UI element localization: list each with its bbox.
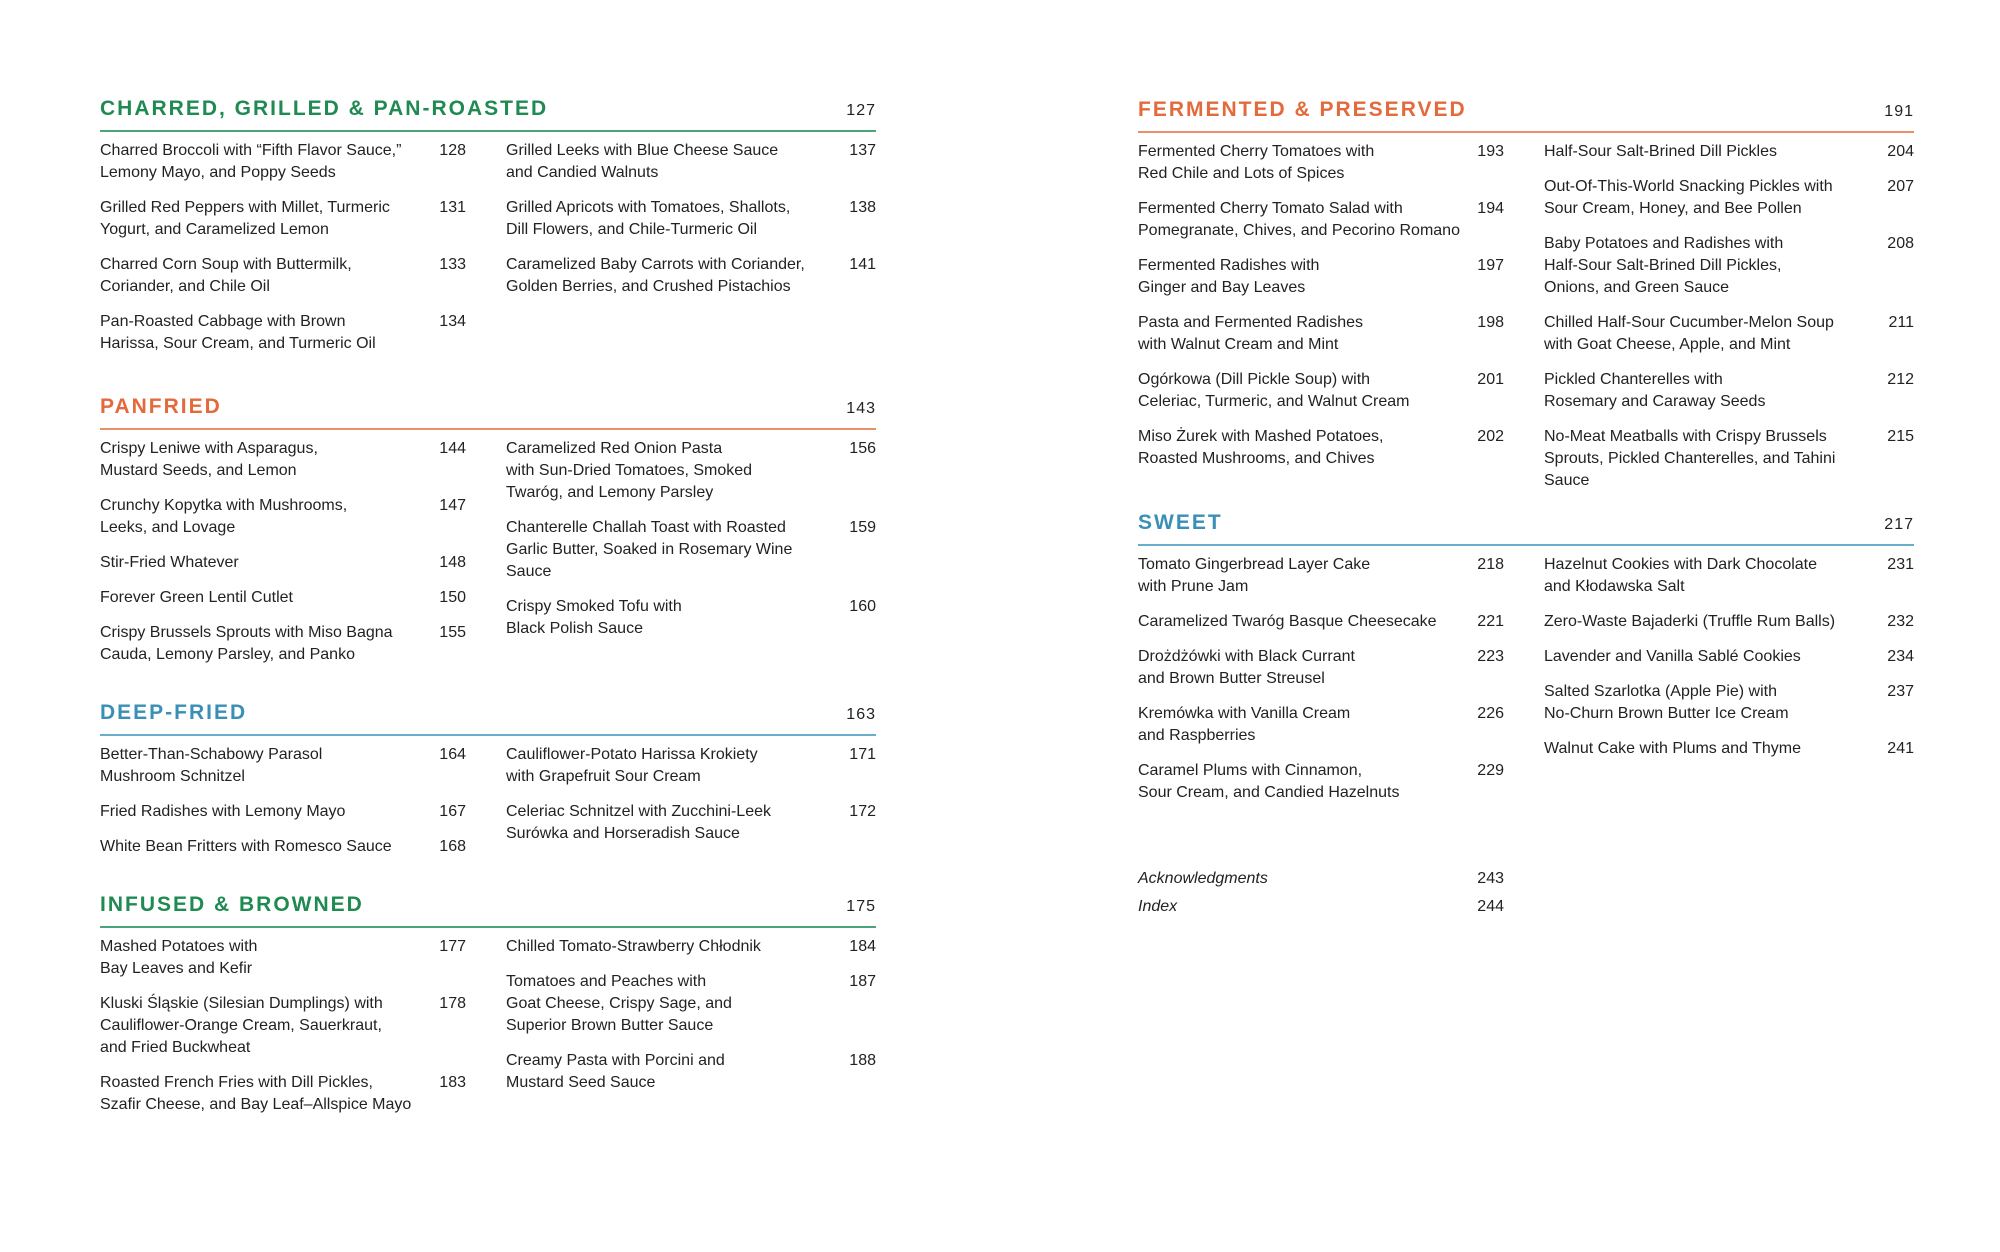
entry-page: 193	[1477, 143, 1504, 160]
section-page-number: 163	[846, 706, 876, 723]
entry-page: 141	[849, 256, 876, 273]
entry-page: 138	[849, 199, 876, 216]
entry-page: 201	[1477, 371, 1504, 388]
entry-page: 184	[849, 938, 876, 955]
entry-page: 229	[1477, 762, 1504, 779]
entry-title: Caramel Plums with Cinnamon, Sour Cream, and Candied Hazelnuts	[1138, 762, 1400, 801]
toc-column	[1138, 554, 1528, 817]
toc-entry[interactable]	[506, 596, 876, 640]
entry-title: Chilled Tomato-Strawberry Chłodnik	[506, 938, 761, 955]
entry-title: Tomatoes and Peaches with Goat Cheese, Crispy Sage, and Superior Brown Butter Sauce	[506, 973, 732, 1034]
toc-entry[interactable]	[100, 836, 466, 858]
toc-entry[interactable]	[506, 801, 876, 845]
entry-title: Drożdżówki with Black Currant and Brown Butter Streusel	[1138, 648, 1355, 687]
entry-page: 144	[439, 440, 466, 457]
toc-entry[interactable]	[1544, 176, 1914, 220]
entry-title: Crunchy Kopytka with Mushrooms, Leeks, and Lovage	[100, 497, 348, 536]
entry-title: Creamy Pasta with Porcini and Mustard Seed Sauce	[506, 1052, 725, 1091]
toc-column	[100, 438, 490, 679]
entry-title: Out-Of-This-World Snacking Pickles with Sour Cream, Honey, and Bee Pollen	[1544, 178, 1833, 217]
entry-title: Hazelnut Cookies with Dark Chocolate and Kłodawska Salt	[1544, 556, 1818, 595]
entry-title: Celeriac Schnitzel with Zucchini-Leek Surówka and Horseradish Sauce	[506, 803, 771, 842]
toc-entry[interactable]	[100, 311, 466, 355]
entry-title: Grilled Red Peppers with Millet, Turmeric Yogurt, and Caramelized Lemon	[100, 199, 390, 238]
toc-entry[interactable]	[100, 587, 466, 609]
toc-entry[interactable]	[100, 801, 466, 823]
toc-entry[interactable]	[1138, 611, 1504, 633]
entry-page: 131	[439, 199, 466, 216]
toc-entry[interactable]	[100, 438, 466, 482]
section-title: FERMENTED & PRESERVED	[1138, 98, 1467, 121]
section-panfried	[100, 394, 876, 678]
entry-title: Roasted French Fries with Dill Pickles, Szafir Cheese, and Bay Leaf–Allspice Mayo	[100, 1074, 412, 1113]
entry-title: Grilled Leeks with Blue Cheese Sauce and Candied Walnuts	[506, 142, 779, 181]
entry-page: 223	[1477, 648, 1504, 665]
toc-column	[100, 140, 490, 368]
toc-entry[interactable]	[1544, 611, 1914, 633]
entry-title: Ogórkowa (Dill Pickle Soup) with Celeriac, Turmeric, and Walnut Cream	[1138, 371, 1410, 410]
section-header	[1138, 510, 1914, 546]
toc-entry[interactable]	[506, 971, 876, 1037]
toc-entry[interactable]	[1544, 681, 1914, 725]
section-deepfried	[100, 700, 876, 874]
entry-title: Chanterelle Challah Toast with Roasted Garlic Butter, Soaked in Rosemary Wine Sauce	[506, 519, 793, 580]
entry-page: 159	[849, 519, 876, 536]
section-title: DEEP-FRIED	[100, 701, 248, 724]
toc-column	[100, 744, 490, 871]
back-matter	[1138, 868, 1504, 924]
toc-entry[interactable]	[506, 438, 876, 504]
entry-title: Lavender and Vanilla Sablé Cookies	[1544, 648, 1801, 665]
entry-page: 237	[1887, 683, 1914, 700]
entry-page: 218	[1477, 556, 1504, 573]
entry-title: Chilled Half-Sour Cucumber-Melon Soup with Goat Cheese, Apple, and Mint	[1544, 314, 1834, 353]
section-title: CHARRED, GRILLED & PAN-ROASTED	[100, 97, 549, 120]
section-infused	[100, 892, 876, 1136]
toc-entry[interactable]	[506, 936, 876, 958]
toc-entry[interactable]	[1138, 426, 1504, 470]
entry-title: Caramelized Red Onion Pasta with Sun-Dried Tomatoes, Smoked Twaróg, and Lemony Parsley	[506, 440, 753, 501]
entry-title: Charred Corn Soup with Buttermilk, Coriander, and Chile Oil	[100, 256, 352, 295]
toc-column	[506, 438, 876, 653]
entry-page: 177	[439, 938, 466, 955]
toc-entry[interactable]	[1544, 369, 1914, 413]
entry-page: 231	[1887, 556, 1914, 573]
entry-title: Miso Żurek with Mashed Potatoes, Roasted Mushrooms, and Chives	[1138, 428, 1384, 467]
entry-title: Charred Broccoli with “Fifth Flavor Sauce,” Lemony Mayo, and Poppy Seeds	[100, 142, 402, 181]
entry-page: 207	[1887, 178, 1914, 195]
toc-column	[100, 936, 490, 1129]
toc-entry[interactable]	[506, 1050, 876, 1094]
entry-title: Grilled Apricots with Tomatoes, Shallots, Dill Flowers, and Chile-Turmeric Oil	[506, 199, 791, 238]
toc-entry[interactable]	[1138, 141, 1504, 185]
section-page-number: 191	[1884, 103, 1914, 120]
entry-page: 172	[849, 803, 876, 820]
section-header	[100, 892, 876, 928]
entry-title: Kluski Śląskie (Silesian Dumplings) with Cauliflower-Orange Cream, Sauerkraut, and Fried Buckwheat	[100, 995, 383, 1056]
entry-page: 243	[1477, 870, 1504, 887]
entry-page: 133	[439, 256, 466, 273]
toc-entry[interactable]	[1544, 312, 1914, 356]
entry-title: Half-Sour Salt-Brined Dill Pickles	[1544, 143, 1777, 160]
entry-page: 226	[1477, 705, 1504, 722]
entry-title: Mashed Potatoes with Bay Leaves and Kefir	[100, 938, 258, 977]
section-title: INFUSED & BROWNED	[100, 893, 364, 916]
section-page-number: 175	[846, 898, 876, 915]
toc-entry[interactable]	[1138, 198, 1504, 242]
section-header	[100, 700, 876, 736]
toc-entry[interactable]	[100, 495, 466, 539]
toc-entry[interactable]	[1138, 646, 1504, 690]
toc-entry[interactable]	[100, 1072, 466, 1116]
section-header	[100, 394, 876, 430]
entry-title: Caramelized Twaróg Basque Cheesecake	[1138, 613, 1437, 630]
entry-page: 183	[439, 1074, 466, 1091]
toc-entry[interactable]	[506, 254, 876, 298]
toc-entry[interactable]	[1138, 760, 1504, 804]
section-page-number: 217	[1884, 516, 1914, 533]
toc-entry[interactable]	[1138, 312, 1504, 356]
entry-title: Stir-Fried Whatever	[100, 554, 239, 571]
toc-entry[interactable]	[1138, 255, 1504, 299]
entry-page: 167	[439, 803, 466, 820]
entry-page: 187	[849, 973, 876, 990]
section-header	[1138, 97, 1914, 133]
section-sweet	[1138, 510, 1914, 824]
entry-title: Kremówka with Vanilla Cream and Raspberries	[1138, 705, 1351, 744]
entry-title: Fermented Radishes with Ginger and Bay Leaves	[1138, 257, 1320, 296]
toc-entry[interactable]	[100, 140, 466, 184]
entry-page: 198	[1477, 314, 1504, 331]
toc-column	[1544, 554, 1914, 773]
entry-page: 194	[1477, 200, 1504, 217]
toc-entry[interactable]	[1544, 426, 1914, 492]
entry-title: No-Meat Meatballs with Crispy Brussels Sprouts, Pickled Chanterelles, and Tahini Sauce	[1544, 428, 1836, 489]
entry-page: 202	[1477, 428, 1504, 445]
back-matter-index[interactable]	[1138, 896, 1504, 918]
entry-title: Fermented Cherry Tomatoes with Red Chile and Lots of Spices	[1138, 143, 1375, 182]
toc-entry[interactable]	[100, 254, 466, 298]
toc-entry[interactable]	[1138, 369, 1504, 413]
toc-entry[interactable]	[100, 197, 466, 241]
entry-page: 204	[1887, 143, 1914, 160]
entry-title: Pickled Chanterelles with Rosemary and Caraway Seeds	[1544, 371, 1766, 410]
toc-entry[interactable]	[100, 936, 466, 980]
entry-page: 244	[1477, 898, 1504, 915]
entry-title: Index	[1138, 898, 1178, 915]
toc-entry[interactable]	[1544, 141, 1914, 163]
entry-title: Walnut Cake with Plums and Thyme	[1544, 740, 1801, 757]
entry-page: 232	[1887, 613, 1914, 630]
entry-page: 156	[849, 440, 876, 457]
back-matter-acknowledgments[interactable]	[1138, 868, 1504, 890]
entry-title: Caramelized Baby Carrots with Coriander, Golden Berries, and Crushed Pistachios	[506, 256, 805, 295]
toc-entry[interactable]	[100, 622, 466, 666]
entry-title: White Bean Fritters with Romesco Sauce	[100, 838, 392, 855]
entry-title: Crispy Leniwe with Asparagus, Mustard Seeds, and Lemon	[100, 440, 318, 479]
toc-entry[interactable]	[100, 552, 466, 574]
toc-entry[interactable]	[1544, 554, 1914, 598]
toc-entry[interactable]	[506, 197, 876, 241]
entry-page: 211	[1888, 314, 1914, 331]
toc-entry[interactable]	[1544, 738, 1914, 760]
entry-title: Baby Potatoes and Radishes with Half-Sour Salt-Brined Dill Pickles, Onions, and Green Sauce	[1544, 235, 1784, 296]
entry-page: 147	[439, 497, 466, 514]
section-fermented	[1138, 97, 1914, 491]
section-page-number: 127	[846, 102, 876, 119]
toc-entry[interactable]	[100, 744, 466, 788]
toc-entry[interactable]	[506, 744, 876, 788]
entry-title: Pasta and Fermented Radishes with Walnut Cream and Mint	[1138, 314, 1364, 353]
entry-page: 215	[1887, 428, 1914, 445]
toc-column	[1544, 141, 1914, 505]
entry-page: 168	[439, 838, 466, 855]
entry-page: 221	[1477, 613, 1504, 630]
entry-title: Pan-Roasted Cabbage with Brown Harissa, Sour Cream, and Turmeric Oil	[100, 313, 376, 352]
entry-title: Cauliflower-Potato Harissa Krokiety with Grapefruit Sour Cream	[506, 746, 758, 785]
section-title: PANFRIED	[100, 395, 222, 418]
entry-page: 150	[439, 589, 466, 606]
entry-page: 241	[1887, 740, 1914, 757]
entry-title: Fried Radishes with Lemony Mayo	[100, 803, 346, 820]
entry-title: Crispy Smoked Tofu with Black Polish Sauce	[506, 598, 682, 637]
entry-page: 197	[1477, 257, 1504, 274]
entry-title: Salted Szarlotka (Apple Pie) with No-Churn Brown Butter Ice Cream	[1544, 683, 1789, 722]
entry-page: 164	[439, 746, 466, 763]
toc-entry[interactable]	[100, 993, 466, 1059]
entry-page: 188	[849, 1052, 876, 1069]
toc-entry[interactable]	[506, 517, 876, 583]
entry-title: Crispy Brussels Sprouts with Miso Bagna Cauda, Lemony Parsley, and Panko	[100, 624, 393, 663]
entry-page: 148	[439, 554, 466, 571]
entry-page: 137	[849, 142, 876, 159]
toc-column	[506, 140, 876, 311]
entry-page: 128	[439, 142, 466, 159]
toc-entry[interactable]	[1544, 233, 1914, 299]
toc-entry[interactable]	[506, 140, 876, 184]
entry-title: Fermented Cherry Tomato Salad with Pomegranate, Chives, and Pecorino Romano	[1138, 200, 1460, 239]
entry-page: 155	[439, 624, 466, 641]
toc-entry[interactable]	[1138, 703, 1504, 747]
entry-title: Better-Than-Schabowy Parasol Mushroom Schnitzel	[100, 746, 323, 785]
entry-title: Acknowledgments	[1138, 870, 1268, 887]
entry-title: Forever Green Lentil Cutlet	[100, 589, 293, 606]
entry-title: Zero-Waste Bajaderki (Truffle Rum Balls)	[1544, 613, 1836, 630]
entry-page: 134	[439, 313, 466, 330]
entry-page: 160	[849, 598, 876, 615]
entry-page: 178	[439, 995, 466, 1012]
toc-entry[interactable]	[1138, 554, 1504, 598]
toc-column	[506, 744, 876, 858]
entry-page: 212	[1887, 371, 1914, 388]
section-charred	[100, 96, 876, 350]
section-header	[100, 96, 876, 132]
entry-title: Tomato Gingerbread Layer Cake with Prune Jam	[1138, 556, 1371, 595]
toc-column	[506, 936, 876, 1107]
toc-entry[interactable]	[1544, 646, 1914, 668]
entry-page: 234	[1887, 648, 1914, 665]
section-page-number: 143	[846, 400, 876, 417]
entry-page: 208	[1887, 235, 1914, 252]
section-title: SWEET	[1138, 511, 1223, 534]
toc-column	[1138, 141, 1528, 483]
entry-page: 171	[849, 746, 876, 763]
